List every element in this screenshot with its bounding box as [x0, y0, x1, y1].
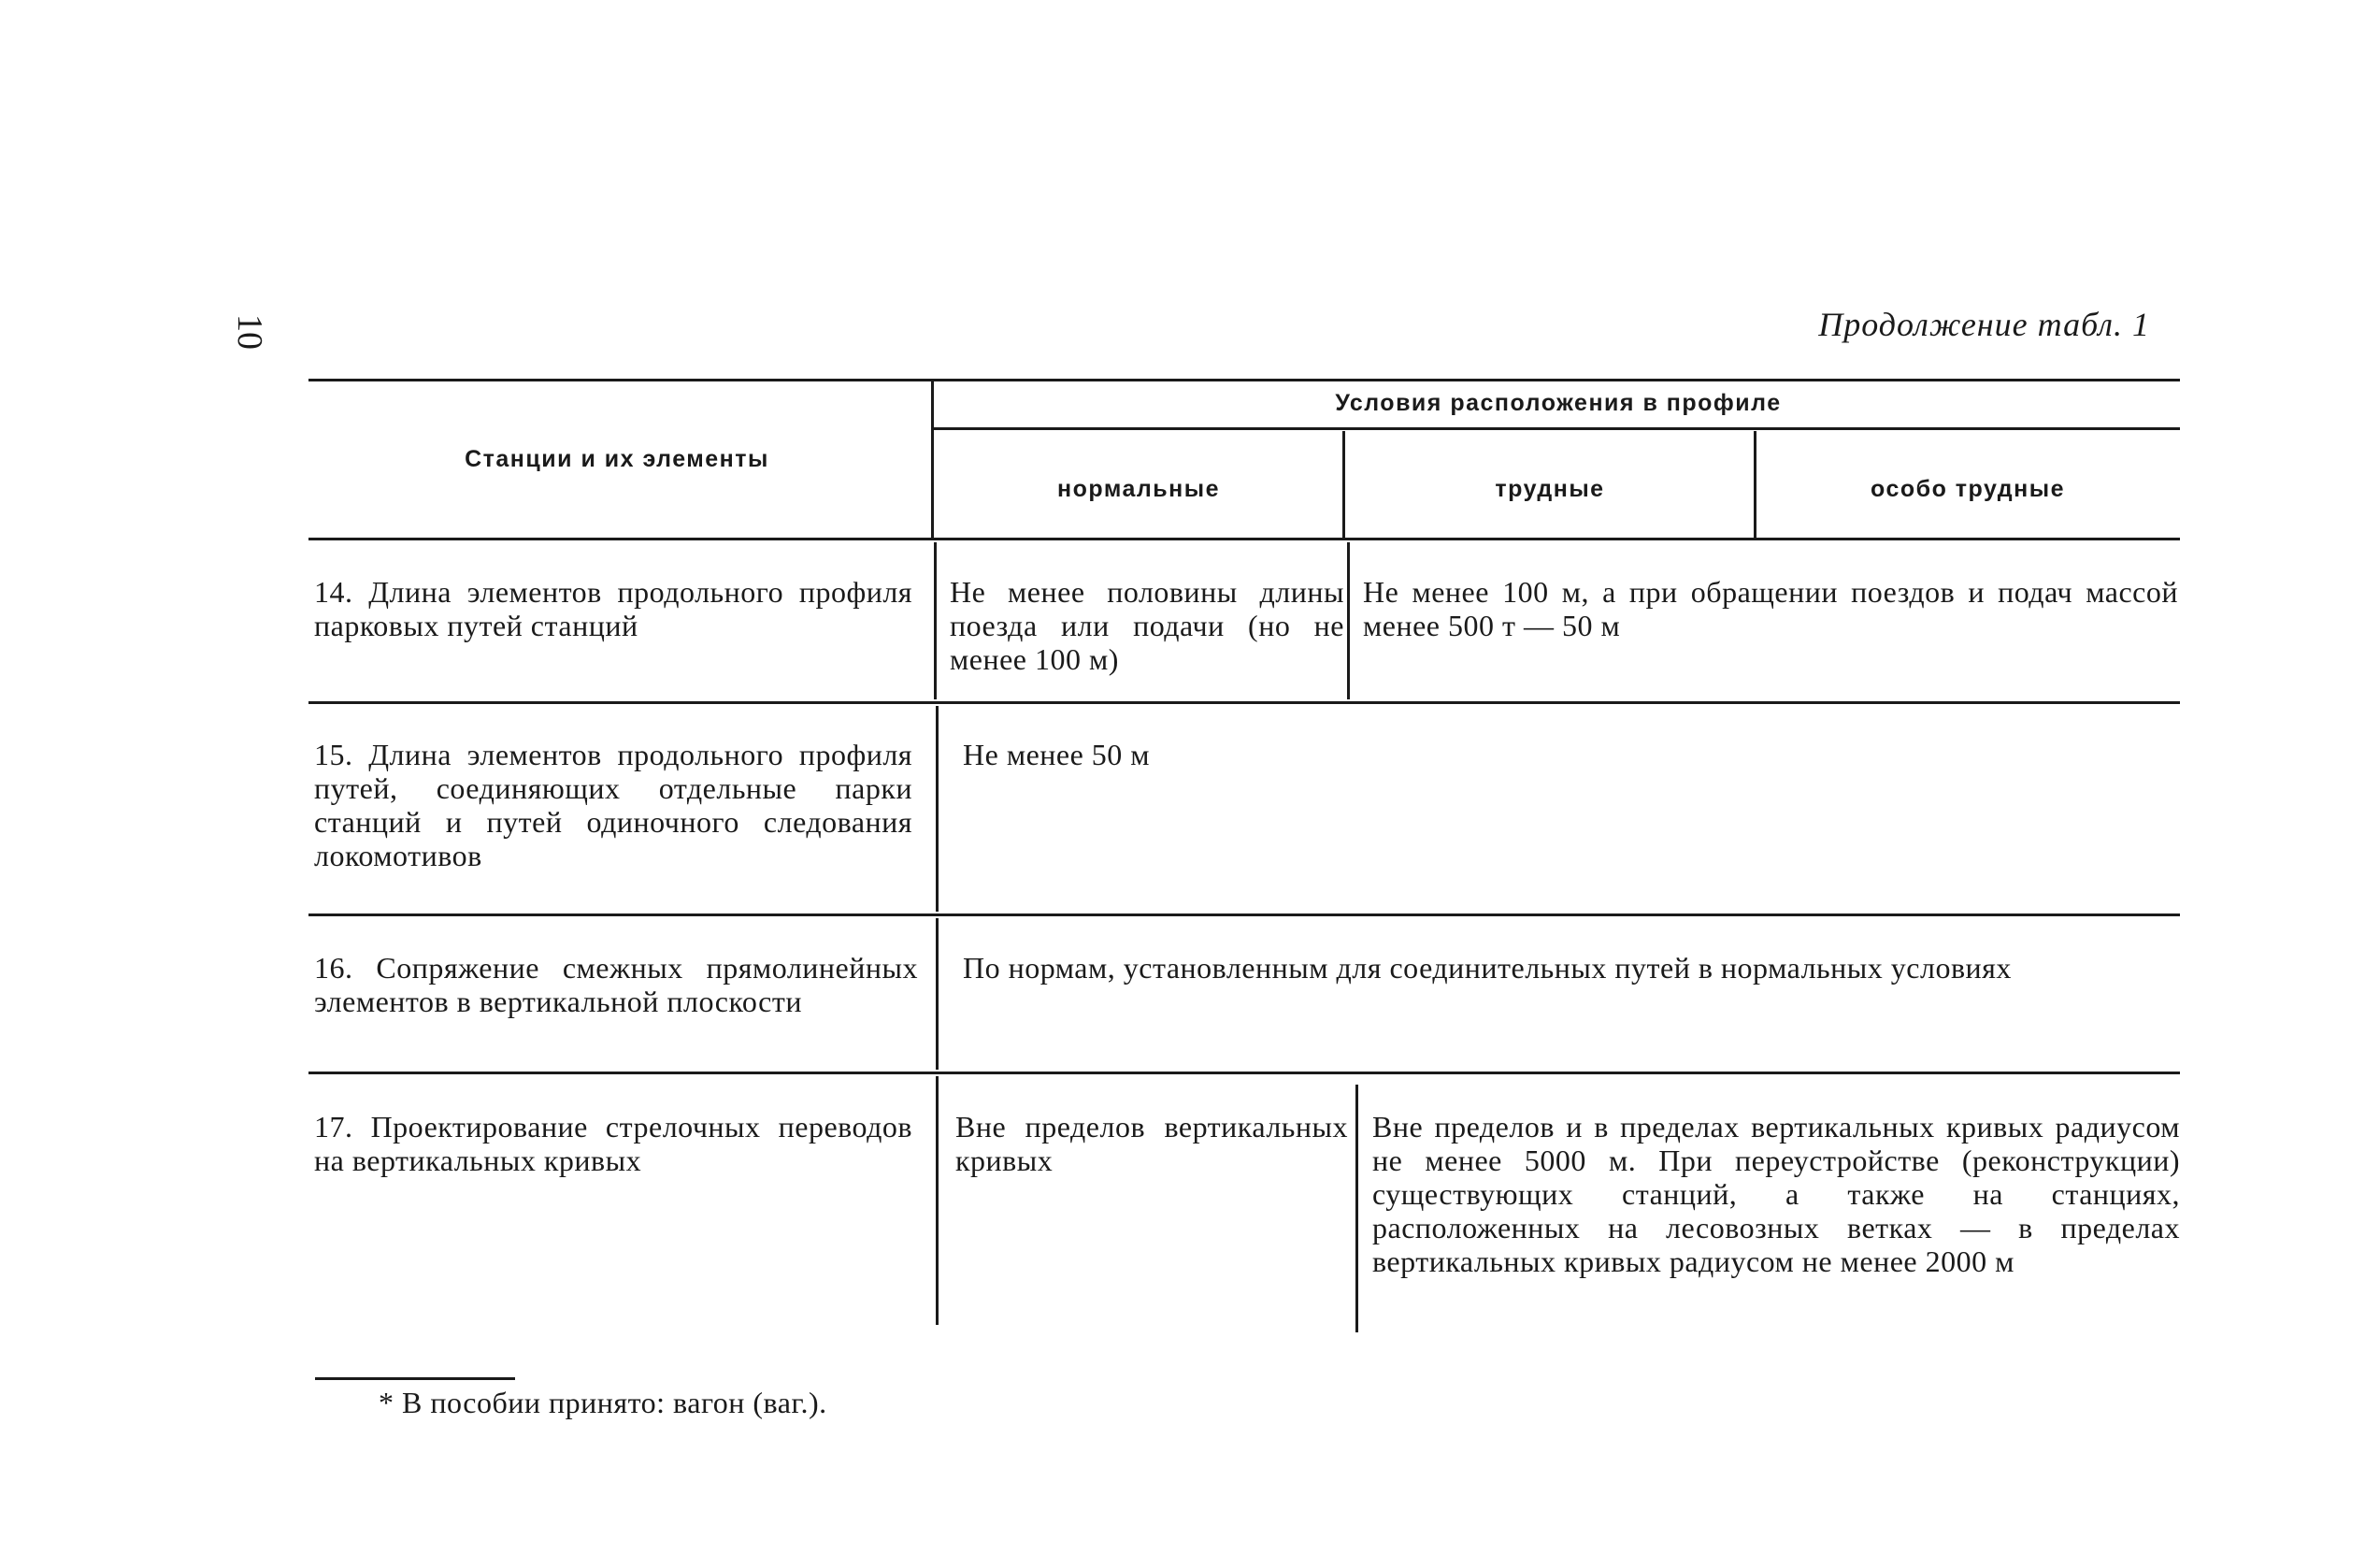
stations-col-divider: [931, 379, 934, 538]
row-14-normal: Не менее половины длины поезда или подачи (но не менее 100 м): [950, 575, 1344, 676]
row-14-bottom-rule: [308, 701, 2180, 704]
header-very-difficult: особо трудные: [1871, 476, 2065, 502]
header-conditions-group: Условия расположения в профиле: [1335, 390, 1782, 416]
row-17-normal-divider: [1355, 1085, 1358, 1332]
header-normal: нормальные: [1057, 476, 1220, 502]
row-16-element: 16. Сопряжение смежных прямолинейных элементов в вертикальной плоскости: [314, 951, 918, 1018]
row-17-col-divider: [936, 1076, 939, 1325]
row-14-normal-divider: [1347, 542, 1350, 699]
row-16-col-divider: [936, 918, 939, 1070]
row-15-element: 15. Длина элементов продольного профиля путей, соединяющих отдельные парки станций и путей одиночного следования локомотивов: [314, 738, 912, 872]
row-14-difficult: Не менее 100 м, а при обращении поездов и подач массой менее 500 т — 50 м: [1363, 575, 2178, 642]
row-17-difficult: Вне пределов и в пределах вертикальных кривых радиусом не менее 5000 м. При переустройстве (реконструкции) существующих станций, а также на станциях, расположенных на лесовозных ветках — в пределах вертикальных кривых радиусом не менее 2000 м: [1372, 1110, 2180, 1278]
row-16-all: По нормам, установленным для соединительных путей в нормальных условиях: [963, 951, 2012, 985]
row-15-bottom-rule: [308, 913, 2180, 916]
header-group-rule: [933, 427, 2180, 430]
header-stations: Станции и их элементы: [465, 446, 769, 472]
footnote: * В пособии принято: вагон (ваг.).: [379, 1386, 827, 1419]
header-bottom-rule: [308, 538, 2180, 540]
header-normal-divider: [1342, 431, 1345, 538]
continuation-label: Продолжение табл. 1: [1818, 306, 2150, 343]
table-top-rule: [308, 379, 2180, 381]
row-15-all: Не менее 50 м: [963, 738, 1151, 771]
footnote-rule: [315, 1377, 515, 1380]
row-16-bottom-rule: [308, 1072, 2180, 1074]
header-difficult-divider: [1754, 431, 1756, 538]
row-14-element: 14. Длина элементов продольного профиля парковых путей станций: [314, 575, 912, 642]
row-17-normal: Вне пределов вертикальных кривых: [955, 1110, 1348, 1177]
page-number: 10: [230, 314, 269, 350]
row-14-col-divider: [934, 542, 937, 699]
row-15-col-divider: [936, 706, 939, 912]
row-17-element: 17. Проектирование стрелочных переводов на вертикальных кривых: [314, 1110, 912, 1177]
header-difficult: трудные: [1495, 476, 1605, 502]
